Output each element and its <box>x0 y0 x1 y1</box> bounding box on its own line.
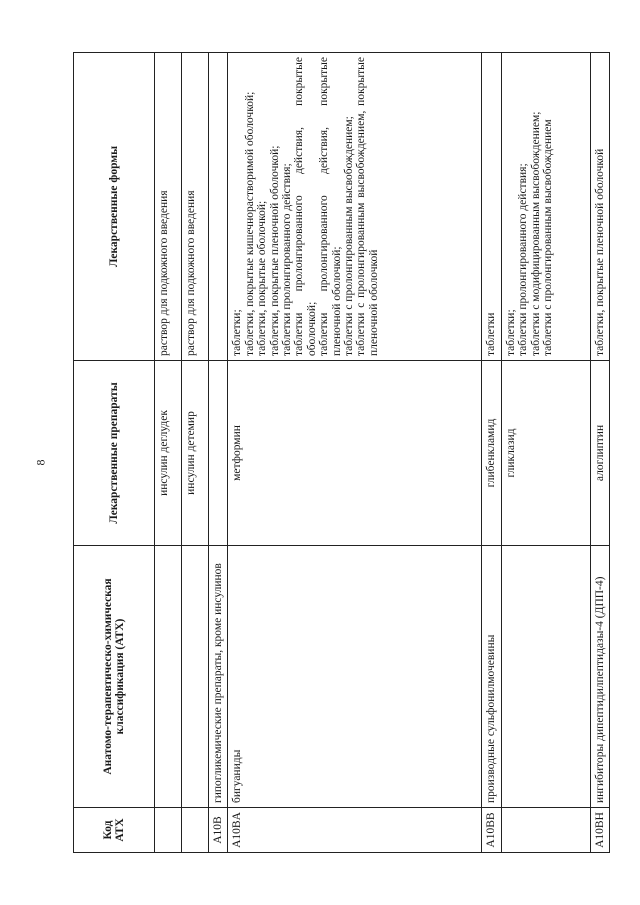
atc-code-cell <box>155 808 182 853</box>
atc-code-cell: A10BB <box>482 808 501 853</box>
form-line: таблетки с модифицированным высвобождением; <box>529 111 542 356</box>
forms-cell <box>590 53 609 361</box>
table-row <box>501 53 590 853</box>
atc-code-cell: A10B <box>209 808 228 853</box>
atc-code-cell: A10BA <box>228 808 482 853</box>
classification-cell: ингибиторы дипептидилпептидазы-4 (ДПП-4) <box>590 546 609 808</box>
form-line: таблетки пролонгированного действия; <box>517 163 530 356</box>
table-row <box>482 53 501 853</box>
rotated-table-wrapper <box>73 53 606 853</box>
forms-cell <box>482 53 501 361</box>
form-line: таблетки, покрытые пленочной оболочкой; <box>268 145 281 356</box>
drug-cell: глибенкламид <box>482 361 501 546</box>
form-line: таблетки; <box>504 309 517 356</box>
form-line: таблетки пролонгированного действия; <box>281 163 294 356</box>
atc-code-cell <box>182 808 209 853</box>
form-line: таблетки с пролонгированным высвобождением, покрытые пленочной оболочкой <box>355 57 380 356</box>
table-header-row <box>74 53 155 853</box>
table-row <box>155 53 182 853</box>
form-line: таблетки с пролонгированным высвобождением; <box>343 116 356 356</box>
drug-cell <box>209 361 228 546</box>
forms-cell <box>209 53 228 361</box>
form-line: таблетки пролонгированного действия, покрытые пленочной оболочкой; <box>318 57 343 356</box>
form-line: таблетки пролонгированного действия, покрытые оболочкой; <box>293 57 318 356</box>
page-number: 8 <box>33 459 48 466</box>
header-drugs: Лекарственные препараты <box>74 361 155 546</box>
forms-cell <box>501 53 590 361</box>
drug-cell: метформин <box>228 361 482 546</box>
forms-cell <box>155 53 182 361</box>
atc-code-cell: A10BH <box>590 808 609 853</box>
forms-cell <box>182 53 209 361</box>
forms-cell <box>228 53 482 361</box>
drug-cell: гликлазид <box>501 361 590 546</box>
table-row <box>590 53 609 853</box>
form-line: таблетки, покрытые пленочной оболочкой <box>593 148 606 356</box>
header-classification: Анатомо-терапевтическо-химическая классификация (АТХ) <box>74 546 155 808</box>
table-row <box>209 53 228 853</box>
form-line: таблетки; <box>231 309 244 356</box>
form-line: таблетки, покрытые кишечнорастворимой оболочкой; <box>243 91 256 356</box>
form-line: таблетки <box>485 312 498 356</box>
form-line: раствор для подкожного введения <box>158 190 170 356</box>
form-line: раствор для подкожного введения <box>185 190 197 356</box>
atc-drug-table <box>73 52 610 853</box>
classification-cell <box>182 546 209 808</box>
header-code: Код АТХ <box>74 808 155 853</box>
form-line: таблетки, покрытые оболочкой; <box>256 200 269 356</box>
form-line: таблетки с пролонгированным высвобождением <box>542 119 555 356</box>
classification-cell <box>501 546 590 808</box>
classification-cell: бигуаниды <box>228 546 482 808</box>
header-forms: Лекарственные формы <box>74 53 155 361</box>
drug-cell: алоглиптин <box>590 361 609 546</box>
table-row <box>228 53 482 853</box>
classification-cell: гипогликемические препараты, кроме инсулинов <box>209 546 228 808</box>
classification-cell: производные сульфонилмочевины <box>482 546 501 808</box>
drug-cell: инсулин деглудек <box>155 361 182 546</box>
atc-code-cell <box>501 808 590 853</box>
drug-cell: инсулин детемир <box>182 361 209 546</box>
table-row <box>182 53 209 853</box>
classification-cell <box>155 546 182 808</box>
